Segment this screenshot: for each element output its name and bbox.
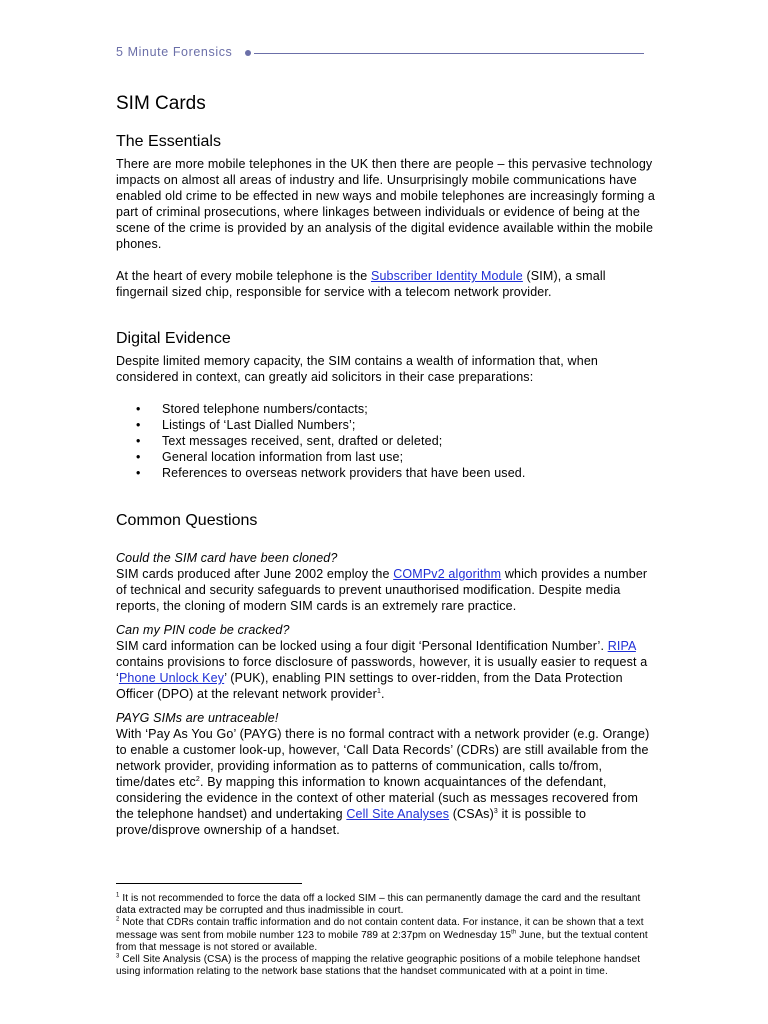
essentials-paragraph-2: [116, 268, 656, 300]
q3-answer-text-1: With ‘Pay As You Go’ (PAYG) there is no formal contract with a network provider (e.g. Orange) to enable a customer look-up, however, ‘Call Data Records’ (CDRs) are still available from the network provider, providing information as to patterns of communication, calls to/from, time/dates etc: [116, 727, 650, 789]
q1-answer-text-end: which provides a number of technical and security safeguards to prevent unauthorised modification. Despite media reports, the cloning of modern SIM cards is an extremely rare practice.: [116, 567, 648, 613]
q3-answer-text-4: it is possible to prove/disprove ownership of a handset.: [116, 807, 587, 837]
phone-unlock-key-link[interactable]: Phone Unlock Key: [118, 671, 225, 685]
sim-link[interactable]: Subscriber Identity Module: [370, 269, 523, 283]
footnotes: [116, 893, 656, 978]
bullet-icon: •: [136, 402, 141, 416]
heading-digital-evidence: Digital Evidence: [116, 330, 231, 347]
footnote-text: Note that CDRs contain traffic information and do not contain content data. For instance, it can be shown that a text message was sent from mobile number 123 to mobile 789 at 2:37pm on Wednesday 15: [116, 917, 644, 941]
q3-answer: [116, 726, 656, 838]
footnote-ref-3[interactable]: 3: [493, 807, 498, 815]
q2-answer-text-1: SIM card information can be locked using a four digit ‘Personal Identification Number’.: [116, 639, 608, 653]
list-item: [116, 465, 656, 481]
q3-question-text: PAYG SIMs are untraceable!: [116, 711, 279, 725]
footnote-number: 3: [116, 953, 120, 960]
q2-answer-end: .: [380, 687, 385, 701]
q3-answer-text-2: . By mapping this information to known acquaintances of the defendant, considering the evidence in the context of other material (such as messages recovered from the telephone handset) and undertaking: [116, 775, 639, 821]
list-item: [116, 433, 656, 449]
q2-answer-text-3: ’ (PUK), enabling PIN settings to over-ridden, from the Data Protection Officer (DPO) at the relevant network provider: [116, 671, 623, 701]
list-item: [116, 449, 656, 465]
compv2-link[interactable]: COMPv2 algorithm: [393, 567, 502, 581]
footnote-number: 1: [116, 892, 120, 899]
essentials-p2-text: At the heart of every mobile telephone is the: [116, 269, 371, 283]
footnote-divider: [116, 883, 302, 884]
footnote-3: [116, 954, 656, 978]
list-item-text: References to overseas network providers that have been used.: [162, 466, 526, 480]
heading-essentials: The Essentials: [116, 133, 221, 150]
q1-answer-text: SIM cards produced after June 2002 employ the: [116, 567, 394, 581]
cell-site-analyses-link[interactable]: Cell Site Analyses: [346, 807, 450, 821]
q1-answer: [116, 566, 656, 614]
running-head: [116, 45, 646, 63]
footnote-ref-1[interactable]: 1: [376, 687, 381, 695]
list-item-text: General location information from last use;: [162, 450, 404, 464]
heading-common-questions: Common Questions: [116, 512, 258, 529]
running-head-bullet-icon: [245, 50, 251, 56]
list-item-text: Stored telephone numbers/contacts;: [162, 402, 368, 416]
list-item: [116, 417, 656, 433]
bullet-icon: •: [136, 434, 141, 448]
footnote-text: Cell Site Analysis (CSA) is the process of mapping the relative geographic positions of a mobile telephone handset using information relating to the network base stations that the handset communicated with at a point in time.: [116, 954, 641, 978]
footnote-ref-2[interactable]: 2: [195, 775, 200, 783]
main-content: [116, 90, 656, 838]
q1-question-text: Could the SIM card have been cloned?: [116, 551, 338, 565]
q2-question-text: Can my PIN code be cracked?: [116, 623, 290, 637]
running-head-text: 5 Minute Forensics: [116, 45, 233, 59]
bullet-icon: •: [136, 450, 141, 464]
page-title: SIM Cards: [116, 93, 206, 114]
q3-question: [116, 710, 656, 726]
footnote-text-end: June, but the textual content from that message is not stored or available.: [116, 929, 648, 953]
list-item: [116, 401, 656, 417]
essentials-p2-text-end: (SIM), a small fingernail sized chip, responsible for service with a telecom network provider.: [116, 269, 606, 299]
footnote-text: It is not recommended to force the data off a locked SIM – this can permanently damage the card and the resultant data extracted may be corrupted and thus inadmissible in court.: [116, 893, 641, 917]
q2-answer: [116, 638, 656, 702]
running-head-rule: [254, 53, 644, 54]
bullet-icon: •: [136, 466, 141, 480]
bullet-icon: •: [136, 418, 141, 432]
q2-answer-text-2: contains provisions to force disclosure of passwords, however, it is usually easier to request a ‘: [116, 655, 648, 685]
list-item-text: Text messages received, sent, drafted or deleted;: [162, 434, 443, 448]
footnote-number: 2: [116, 917, 120, 924]
digital-evidence-intro: Despite limited memory capacity, the SIM contains a wealth of information that, when considered in context, can greatly aid solicitors in their case preparations:: [116, 354, 599, 384]
essentials-paragraph-1: There are more mobile telephones in the UK then there are people – this pervasive technology impacts on almost all areas of industry and life. Unsurprisingly mobile communications have enabled old crime to be effected in new ways and mobile telephones are increasingly forming a part of criminal prosecutions, where linkages between individuals or evidence of being at the scene of the crime is provided by an analysis of the digital evidence available within the mobile phones.: [116, 157, 656, 251]
footnote-2: [116, 917, 656, 954]
evidence-list: [116, 401, 656, 481]
q2-question: [116, 622, 656, 638]
list-item-text: Listings of ‘Last Dialled Numbers’;: [162, 418, 356, 432]
footnote-1: [116, 893, 656, 917]
q3-answer-text-3: (CSAs): [449, 807, 494, 821]
q1-question: [116, 550, 656, 566]
ripa-link[interactable]: RIPA: [607, 639, 636, 653]
footnote-ordinal-superscript: th: [511, 929, 517, 936]
